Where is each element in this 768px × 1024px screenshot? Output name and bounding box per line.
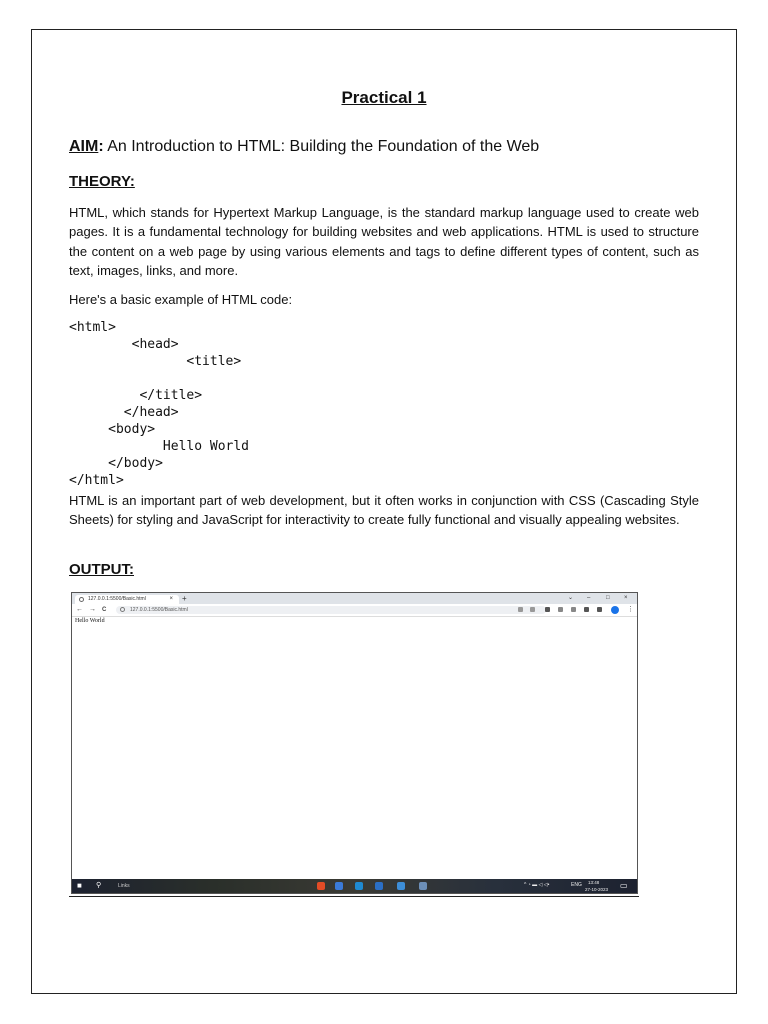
aim-text: An Introduction to HTML: Building the Foundation of the Web — [103, 138, 540, 155]
app-taskbar-icon[interactable] — [375, 882, 383, 890]
new-tab-button[interactable]: + — [182, 594, 187, 603]
tray-date[interactable]: 27-10-2023 — [585, 887, 609, 892]
browser-tabbar — [72, 593, 637, 604]
minimize-button[interactable]: – — [587, 595, 591, 601]
closing-paragraph: HTML is an important part of web development, but it often works in conjunction with CSS (Cascading Style Sheets) for styling and JavaScript for interactivity to create fully functional and visually appealing websites. — [69, 493, 699, 528]
page-content-text: Hello World — [75, 618, 105, 624]
code-line: </title> — [69, 388, 203, 403]
sidebar-icon[interactable] — [597, 607, 602, 612]
tab-search-icon[interactable]: ⌄ — [568, 595, 574, 601]
theory-paragraph: HTML, which stands for Hypertext Markup Language, is the standard markup language used to create web pages. It is a fundamental technology for building websites and web applications. HTML is used to structure the content on a web page by using various elements and tags to define different types of content, such as text, images, links, and more. — [69, 205, 699, 278]
browser-screenshot — [71, 592, 638, 894]
extension-icon[interactable] — [558, 607, 563, 612]
bookmark-star-icon[interactable] — [530, 607, 535, 612]
code-line: <html> — [69, 320, 116, 335]
code-line: </body> — [69, 456, 163, 471]
output-heading: OUTPUT: — [69, 561, 134, 578]
tab-globe-icon — [79, 597, 84, 602]
code-line: <head> — [69, 337, 179, 352]
address-bar[interactable] — [116, 606, 546, 614]
notification-icon[interactable]: ▭ — [620, 881, 628, 890]
example-intro: Here's a basic example of HTML code: — [69, 292, 293, 307]
extensions-puzzle-icon[interactable] — [584, 607, 589, 612]
tab-close-icon[interactable]: × — [169, 596, 173, 602]
extension-icon[interactable] — [545, 607, 550, 612]
aim-line — [69, 138, 539, 156]
windows-start-icon[interactable]: ■ — [77, 881, 82, 890]
back-button[interactable]: ← — [76, 606, 83, 613]
forward-button[interactable]: → — [89, 606, 96, 613]
code-line: Hello World — [69, 439, 250, 454]
app-taskbar-icon[interactable] — [397, 882, 405, 890]
code-line: </head> — [69, 405, 179, 420]
vscode-taskbar-icon[interactable] — [355, 882, 363, 890]
close-window-button[interactable]: × — [624, 595, 628, 601]
code-block — [69, 319, 249, 489]
code-line — [69, 370, 249, 387]
tray-icons[interactable]: ^ ◔ ▬ ◁ ◁• — [524, 882, 550, 888]
code-line: </html> — [69, 473, 124, 488]
browser-tab[interactable] — [75, 595, 179, 604]
extension-icon[interactable] — [571, 607, 576, 612]
app-taskbar-icon[interactable] — [419, 882, 427, 890]
aim-label: AIM: — [69, 138, 104, 155]
app-taskbar-icon[interactable] — [335, 882, 343, 890]
page-title: Practical 1 — [341, 88, 427, 107]
windows-taskbar — [72, 879, 637, 893]
search-icon[interactable]: ⚲ — [96, 882, 102, 889]
chrome-taskbar-icon[interactable] — [317, 882, 325, 890]
address-url: 127.0.0.1:5500/Basic.html — [130, 607, 188, 613]
tray-language[interactable]: ENG — [571, 882, 582, 888]
tray-time[interactable]: 13:48 — [588, 880, 600, 885]
code-line: <body> — [69, 422, 156, 437]
reload-button[interactable]: C — [102, 607, 107, 613]
menu-icon[interactable]: ⋮ — [627, 606, 634, 613]
share-icon[interactable] — [518, 607, 523, 612]
browser-navbar — [72, 604, 637, 617]
site-info-icon[interactable] — [120, 607, 125, 612]
tab-title: 127.0.0.1:5500/Basic.html — [88, 596, 146, 602]
code-line: <title> — [69, 354, 242, 369]
maximize-button[interactable]: □ — [606, 595, 610, 601]
theory-heading: THEORY: — [69, 173, 135, 190]
profile-avatar[interactable] — [611, 606, 619, 614]
taskbar-search-text: Links — [118, 883, 130, 889]
screenshot-underline — [69, 896, 639, 897]
